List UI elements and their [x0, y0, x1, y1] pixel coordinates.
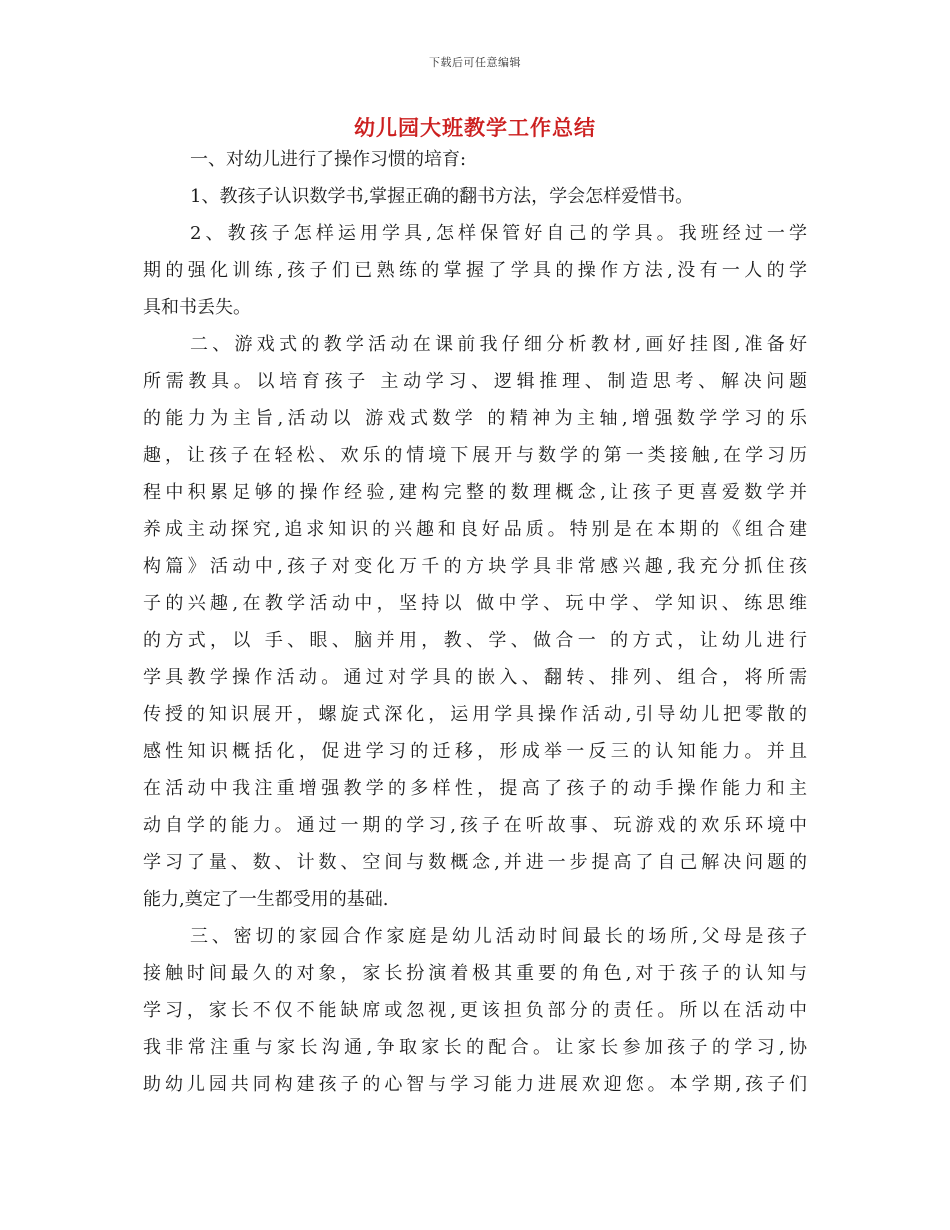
paragraph-line: 接触时间最久的对象，家长扮演着极其重要的角色,对于孩子的认知与 [143, 963, 807, 984]
paragraph-line: 我非常注重与家长沟通,争取家长的配合。让家长参加孩子的学习,协 [143, 1037, 807, 1058]
paragraph-line: 构篇》活动中,孩子对变化万千的方块学具非常感兴趣,我充分抓住孩 [143, 556, 807, 577]
paragraph-line: 学习了量、数、计数、空间与数概念,并进一步提高了自己解决问题的 [143, 852, 807, 873]
section-heading-1: 一、对幼儿进行了操作习惯的培育: [190, 149, 467, 170]
paragraph-line: 具和书丢失。 [143, 297, 251, 318]
paragraph-line: 感性知识概括化，促进学习的迁移，形成举一反三的认知能力。并且 [143, 741, 807, 762]
document-body [143, 141, 807, 1103]
paragraph-line: 助幼儿园共同构建孩子的心智与学习能力进展欢迎您。本学期,孩子们 [143, 1074, 807, 1095]
paragraph-line: 动自学的能力。通过一期的学习,孩子在听故事、玩游戏的欢乐环境中 [143, 815, 807, 836]
paragraph-line: 的方式，以 手、眼、脑并用，教、学、做合一 的方式，让幼儿进行 [143, 630, 807, 651]
paragraph-line: 学具教学操作活动。通过对学具的嵌入、翻转、排列、组合，将所需 [143, 667, 807, 688]
paragraph-line: 三、密切的家园合作家庭是幼儿活动时间最长的场所,父母是孩子 [190, 926, 807, 947]
paragraph-line: 期的强化训练,孩子们已熟练的掌握了学具的操作方法,没有一人的学 [143, 260, 807, 281]
document-title: 幼儿园大班教学工作总结 [354, 115, 596, 140]
paragraph-line: 趣，让孩子在轻松、欢乐的情境下展开与数学的第一类接触,在学习历 [143, 445, 807, 466]
page-header-note: 下载后可任意编辑 [429, 56, 521, 69]
paragraph-line: 养成主动探究,追求知识的兴趣和良好品质。特别是在本期的《组合建 [143, 519, 807, 540]
paragraph-line: 在活动中我注重增强教学的多样性，提高了孩子的动手操作能力和主 [143, 778, 807, 799]
paragraph-line: 传授的知识展开，螺旋式深化，运用学具操作活动,引导幼儿把零散的 [143, 704, 807, 725]
paragraph-line: 1、教孩子认识数学书,掌握正确的翻书方法，学会怎样爱惜书。 [190, 186, 694, 207]
paragraph-line: 二、游戏式的教学活动在课前我仔细分析教材,画好挂图,准备好 [190, 334, 807, 355]
paragraph-line: 子的兴趣,在教学活动中，坚持以 做中学、玩中学、学知识、练思维 [143, 593, 807, 614]
paragraph-line: 学习，家长不仅不能缺席或忽视,更该担负部分的责任。所以在活动中 [143, 1000, 807, 1021]
paragraph-line: 所需教具。以培育孩子 主动学习、逻辑推理、制造思考、解决问题 [143, 371, 807, 392]
paragraph-line: 2、教孩子怎样运用学具,怎样保管好自己的学具。我班经过一学 [190, 223, 807, 244]
paragraph-line: 能力,奠定了一生都受用的基础. [143, 889, 389, 910]
paragraph-line: 的能力为主旨,活动以 游戏式数学 的精神为主轴,增强数学学习的乐 [143, 408, 807, 429]
paragraph-line: 程中积累足够的操作经验,建构完整的数理概念,让孩子更喜爱数学并 [143, 482, 807, 503]
